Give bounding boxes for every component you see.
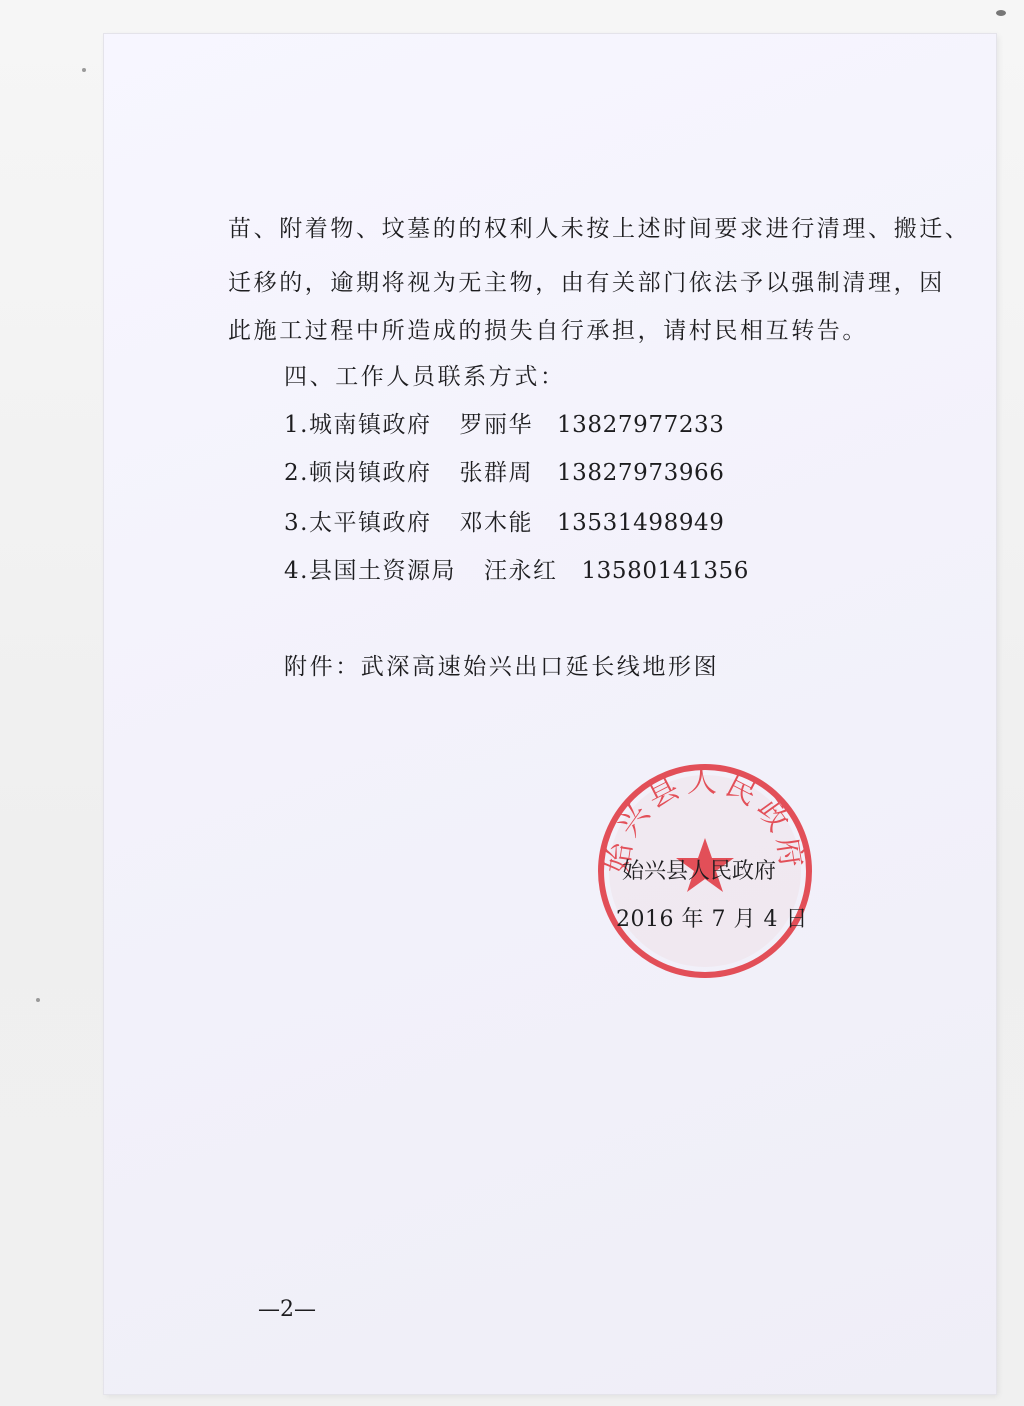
seal-text: 始兴县人民政府 <box>600 764 810 876</box>
paragraph-line: 此施工过程中所造成的损失自行承担，请村民相互转告。 <box>228 318 868 344</box>
contact-person: 张群周 <box>459 460 533 486</box>
contact-phone: 13827973966 <box>556 460 725 486</box>
contact-person: 汪永红 <box>483 558 558 584</box>
contact-org: 2.顿岗镇政府 <box>284 460 432 486</box>
contact-phone: 13827977233 <box>556 412 725 438</box>
scan-speck <box>82 68 86 72</box>
paragraph-line: 迁移的，逾期将视为无主物，由有关部门依法予以强制清理，因 <box>228 270 945 296</box>
contact-row <box>284 458 725 488</box>
section-heading: 四、工作人员联系方式： <box>284 364 566 390</box>
issuer-name: 始兴县人民政府 <box>622 859 777 884</box>
contact-person: 邓木能 <box>459 510 533 536</box>
contact-org: 3.太平镇政府 <box>284 510 432 536</box>
contact-org: 1.城南镇政府 <box>284 412 432 438</box>
contact-phone: 13580141356 <box>581 558 750 584</box>
page-number: —2— <box>258 1297 316 1322</box>
issue-date: 2016 年 7 月 4 日 <box>616 907 808 932</box>
attachment-line: 附件：武深高速始兴出口延长线地形图 <box>284 654 720 680</box>
contact-row <box>284 410 725 440</box>
contact-org: 4.县国土资源局 <box>284 558 456 584</box>
contact-row <box>284 508 725 538</box>
contact-row <box>284 556 749 586</box>
scan-speck <box>36 998 40 1002</box>
paragraph-line: 苗、附着物、坟墓的的权利人未按上述时间要求进行清理、搬迁、 <box>228 216 971 242</box>
contact-phone: 13531498949 <box>556 510 725 536</box>
contact-person: 罗丽华 <box>459 412 533 438</box>
scan-speck <box>996 10 1006 16</box>
